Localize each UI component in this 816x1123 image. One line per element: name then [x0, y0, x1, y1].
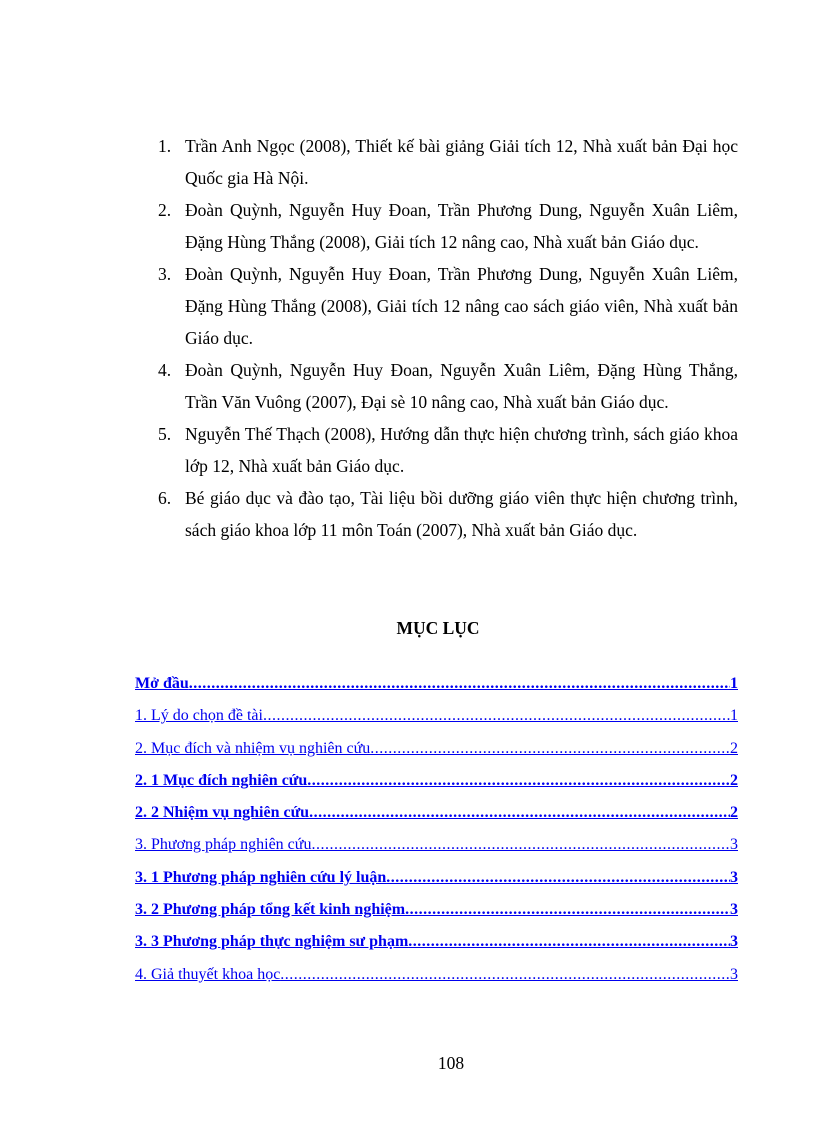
reference-number: 4.	[158, 360, 172, 380]
toc-heading: MỤC LỤC	[396, 618, 480, 638]
toc-entry[interactable]	[135, 740, 738, 772]
reference-number: 1.	[158, 136, 172, 156]
toc-entry-title: 3. 2 Phương pháp tổng kết kinh nghiệm	[135, 901, 406, 919]
reference-number: 6.	[158, 488, 172, 508]
toc-entry-page: 3	[730, 901, 738, 919]
toc-dot-leader	[280, 966, 730, 984]
reference-text: Đoàn Quỳnh, Nguyễn Huy Đoan, Trần Phương Dung, Nguyễn Xuân Liêm, Đặng Hùng Thắng (2008), Giải tích 12 nâng cao sách giáo viên, Nhà xuất bản Giáo dục.	[185, 264, 738, 348]
toc-entry-page: 3	[730, 868, 738, 886]
reference-number: 2.	[158, 200, 172, 220]
toc-entry-page: 3	[730, 965, 738, 983]
reference-list	[158, 130, 738, 546]
toc-dot-leader	[309, 804, 730, 822]
toc-entry-page: 3	[730, 933, 738, 951]
reference-text: Trần Anh Ngọc (2008), Thiết kế bài giảng Giải tích 12, Nhà xuất bản Đại học Quốc gia Hà Nội.	[185, 136, 738, 188]
reference-text: Nguyễn Thế Thạch (2008), Hướng dẫn thực hiện chương trình, sách giáo khoa lớp 12, Nhà xuất bản Giáo dục.	[185, 424, 738, 476]
toc-entry-title: 2. Mục đích và nhiệm vụ nghiên cứu	[135, 739, 371, 757]
toc-entry-page: 3	[730, 836, 738, 854]
toc-dot-leader	[311, 836, 730, 854]
reference-item	[158, 194, 738, 258]
toc-entry-title: 4. Giả thuyết khoa học	[135, 965, 281, 983]
toc-entry-title: 2. 2 Nhiệm vụ nghiên cứu	[135, 804, 310, 822]
toc-entry[interactable]	[135, 836, 738, 868]
toc-entry[interactable]	[135, 772, 738, 804]
table-of-contents	[135, 675, 738, 998]
toc-dot-leader	[189, 675, 730, 693]
reference-item	[158, 130, 738, 194]
reference-text: Bé giáo dục và đào tạo, Tài liệu bồi dưỡng giáo viên thực hiện chương trình, sách giáo khoa lớp 11 môn Toán (2007), Nhà xuất bản Giáo dục.	[185, 488, 738, 540]
toc-dot-leader	[408, 933, 730, 951]
toc-entry-page: 2	[730, 771, 738, 789]
toc-entry-page: 1	[730, 707, 738, 725]
toc-dot-leader	[370, 740, 730, 758]
reference-item	[158, 258, 738, 354]
toc-dot-leader	[307, 772, 730, 790]
toc-entry-page: 1	[730, 675, 738, 692]
toc-dot-leader	[405, 901, 730, 919]
toc-entry-page: 2	[730, 804, 738, 822]
page-number: 108	[437, 1053, 465, 1073]
reference-item	[158, 354, 738, 418]
reference-item	[158, 482, 738, 546]
toc-entry-title: 1. Lý do chọn đề tài	[135, 707, 263, 725]
reference-text: Đoàn Quỳnh, Nguyễn Huy Đoan, Nguyễn Xuân Liêm, Đặng Hùng Thắng, Trần Văn Vuông (2007), Đại sè 10 nâng cao, Nhà xuất bản Giáo dục.	[185, 360, 738, 412]
toc-entry-page: 2	[730, 739, 738, 757]
toc-entry-title: Mở đầu	[135, 675, 189, 692]
toc-entry[interactable]	[135, 933, 738, 965]
toc-entry-title: 3. 1 Phương pháp nghiên cứu lý luận	[135, 868, 387, 886]
reference-number: 3.	[158, 264, 172, 284]
toc-entry[interactable]	[135, 869, 738, 901]
reference-item	[158, 418, 738, 482]
toc-entry-title: 3. Phương pháp nghiên cứu	[135, 836, 312, 854]
toc-entry[interactable]	[135, 804, 738, 836]
toc-entry-title: 3. 3 Phương pháp thực nghiệm sư phạm	[135, 933, 409, 951]
reference-number: 5.	[158, 424, 172, 444]
toc-entry-title: 2. 1 Mục đích nghiên cứu	[135, 771, 308, 789]
toc-dot-leader	[386, 869, 730, 887]
toc-entry[interactable]	[135, 675, 738, 707]
toc-entry[interactable]	[135, 901, 738, 933]
toc-entry[interactable]	[135, 966, 738, 998]
toc-entry[interactable]	[135, 707, 738, 739]
toc-dot-leader	[263, 707, 730, 725]
reference-text: Đoàn Quỳnh, Nguyễn Huy Đoan, Trần Phương Dung, Nguyễn Xuân Liêm, Đặng Hùng Thắng (2008), Giải tích 12 nâng cao, Nhà xuất bản Giáo dục.	[185, 200, 738, 252]
